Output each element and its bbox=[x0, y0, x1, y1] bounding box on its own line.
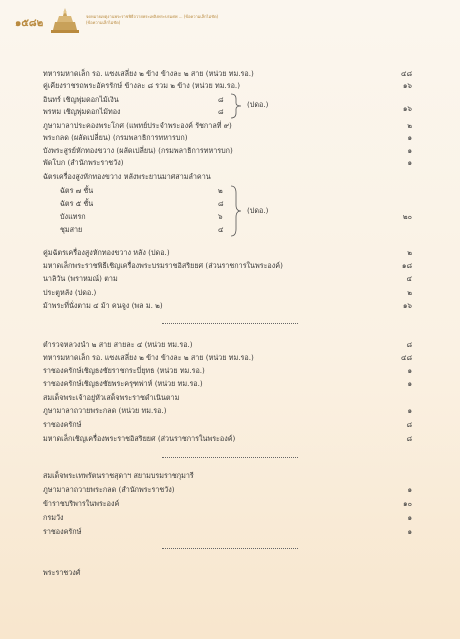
header-caption-line2: (ข้อความเล็กไม่ชัด) bbox=[86, 20, 121, 25]
section-footer: พระราชวงศ์ bbox=[43, 568, 81, 577]
group-unit: (ปดอ.) bbox=[247, 206, 269, 215]
list-item: ทหารมหาดเล็ก รอ. แซงเสลี่ยง ๒ ข้าง ข้างละ ๒ สาย (หน่วย ทม.รอ.) bbox=[43, 353, 254, 362]
divider bbox=[162, 457, 298, 458]
list-item: ภูษามาลาถวายพระกลด (หน่วย ทม.รอ.) bbox=[43, 406, 167, 415]
group-total: ๑๖ bbox=[402, 104, 412, 113]
list-item: พระกลด (ผลัดเปลี่ยน) (กรมพลาธิการทหารบก) bbox=[43, 133, 188, 142]
page-number: ๑๕๘๒ bbox=[15, 18, 44, 29]
list-item-count: ๒ bbox=[407, 121, 412, 130]
list-item: ราชองครักษ์ bbox=[43, 527, 82, 536]
group-item: ชุมสาย bbox=[60, 225, 83, 234]
header-caption-line1: จดหมายเหตุงานพระราชพิธีถวายพระเพลิงพระบรมศพ ... (ข้อความเล็กไม่ชัด) bbox=[86, 14, 219, 19]
list-item-count: ๑ bbox=[407, 513, 412, 522]
group-item-count: ๖ bbox=[218, 212, 223, 221]
list-item: ทหารมหาดเล็ก รอ. แซงเสลี่ยง ๒ ข้าง ข้างละ ๒ สาย (หน่วย ทม.รอ.) bbox=[43, 69, 254, 78]
group-total: ๒๐ bbox=[402, 212, 412, 221]
list-item: ราชองครักษ์ bbox=[43, 420, 82, 429]
list-item-count: ๑ bbox=[407, 527, 412, 536]
group-item-count: ๒ bbox=[218, 186, 223, 195]
list-item: ฉัตรเครื่องสูงหักทองขวาง หลังพระยานมาศสามลำคาน bbox=[43, 172, 211, 181]
list-item-count: ๑๖ bbox=[402, 81, 412, 90]
list-item-count: ๑๘ bbox=[401, 261, 412, 270]
brace-icon bbox=[230, 93, 242, 119]
list-item: ราชองครักษ์เชิญธงชัยพระครุฑพ่าห์ (หน่วย ทม.รอ.) bbox=[43, 379, 203, 388]
list-item: ตำรวจหลวงนำ ๒ สาย สายละ ๔ (หน่วย ทม.รอ.) bbox=[43, 340, 193, 349]
list-item-count: ๑ bbox=[407, 146, 412, 155]
list-item-count: ๑ bbox=[407, 485, 412, 494]
list-item: ข้าราชบริพารในพระองค์ bbox=[43, 499, 120, 508]
list-item-count: ๑ bbox=[407, 133, 412, 142]
group-item: พรหม เชิญพุ่มดอกไม้ทอง bbox=[43, 107, 121, 116]
list-item: กรมวัง bbox=[43, 513, 64, 522]
group-item: ฉัตร ๕ ชั้น bbox=[60, 199, 94, 208]
list-item: สมเด็จพระเทพรัตนราชสุดาฯ สยามบรมราชกุมารี bbox=[43, 471, 194, 480]
list-item-count: ๑ bbox=[407, 406, 412, 415]
list-item-count: ๑๐ bbox=[403, 499, 412, 508]
list-item-count: ๑ bbox=[407, 379, 412, 388]
group-unit: (ปดอ.) bbox=[247, 100, 269, 109]
list-item-count: ๔ bbox=[406, 274, 412, 283]
list-item: พัดโบก (สำนักพระราชวัง) bbox=[43, 158, 124, 167]
list-item: ภูษามาลาประคองพระโกศ (แพทย์ประจำพระองค์ รัชกาลที่ ๙) bbox=[43, 121, 232, 130]
list-item: ประตูหลัง (ปดอ.) bbox=[43, 288, 97, 297]
list-item-count: ๑ bbox=[407, 158, 412, 167]
group-item: ฉัตร ๗ ชั้น bbox=[60, 186, 94, 195]
list-item-count: ๘ bbox=[406, 420, 412, 429]
group-item-count: ๘ bbox=[218, 107, 224, 116]
divider bbox=[162, 548, 298, 549]
royal-emblem-icon bbox=[47, 6, 83, 36]
list-item: ภูษามาลาถวายพระกลด (สำนักพระราชวัง) bbox=[43, 485, 175, 494]
list-item: บังพระสูรย์หักทองขวาง (ผลัดเปลี่ยน) (กรมพลาธิการทหารบก) bbox=[43, 146, 233, 155]
list-item: คู่เคียงราชรถพระอัครรักษ์ ข้างละ ๘ รวม ๒ ข้าง (หน่วย ทม.รอ.) bbox=[43, 81, 240, 90]
group-item: อินทร์ เชิญพุ่มดอกไม้เงิน bbox=[43, 95, 119, 104]
list-item: คู่มฉัตรเครื่องสูงหักทองขวาง หลัง (ปดอ.) bbox=[43, 248, 170, 257]
list-item-count: ๘ bbox=[406, 340, 412, 349]
list-item: ม้าพระที่นั่งตาม ๔ ม้า คนจูง (พล ม. ๒) bbox=[43, 301, 163, 310]
list-item: สมเด็จพระเจ้าอยู่หัวเสด็จพระราชดำเนินตาม bbox=[43, 393, 180, 402]
group-item: บังแทรก bbox=[60, 212, 86, 221]
header-caption bbox=[86, 14, 218, 26]
list-item-count: ๔๘ bbox=[401, 69, 412, 78]
list-item: นาลิวัน (พราหมณ์) ตาม bbox=[43, 274, 118, 283]
list-item-count: ๒ bbox=[407, 248, 412, 257]
group-item-count: ๘ bbox=[218, 95, 224, 104]
group-item-count: ๘ bbox=[218, 199, 224, 208]
list-item-count: ๘ bbox=[406, 434, 412, 443]
list-item: มหาดเล็กเชิญเครื่องพระราชอิสริยยศ (ส่วนราชการในพระองค์) bbox=[43, 434, 236, 443]
list-item-count: ๑๖ bbox=[402, 301, 412, 310]
group-item-count: ๔ bbox=[218, 225, 224, 234]
list-item: มหาดเล็กพระราชพิธีเชิญเครื่องพระบรมราชอิสริยยศ (ส่วนราชการในพระองค์) bbox=[43, 261, 283, 270]
list-item-count: ๑ bbox=[407, 366, 412, 375]
list-item: ราชองครักษ์เชิญธงชัยราชกระบี่ยุทธ (หน่วย ทม.รอ.) bbox=[43, 366, 205, 375]
divider bbox=[162, 323, 298, 324]
brace-icon bbox=[230, 185, 242, 237]
list-item-count: ๔๘ bbox=[401, 353, 412, 362]
page-header bbox=[0, 0, 460, 42]
list-item-count: ๒ bbox=[407, 288, 412, 297]
